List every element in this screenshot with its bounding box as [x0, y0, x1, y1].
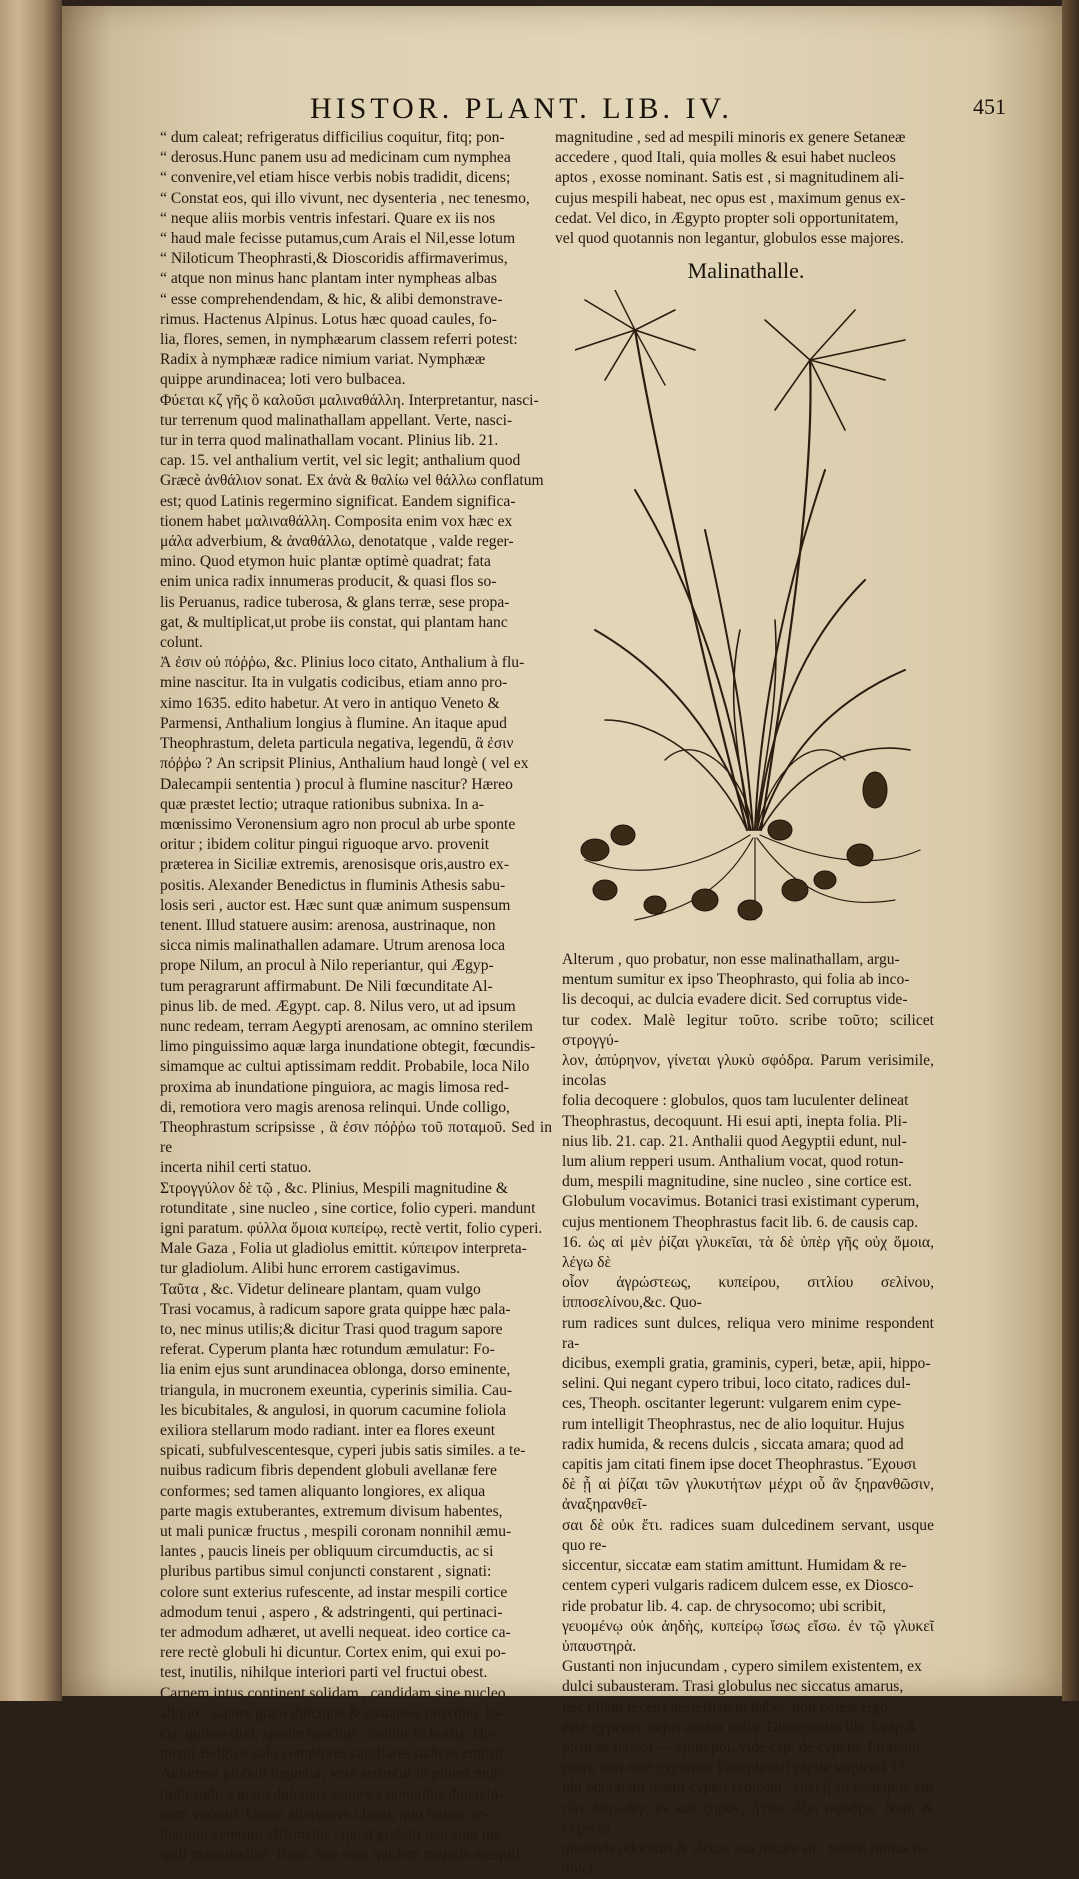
text-line: spili magnitudine. Resp. non esse quidem majoris mespili	[160, 1846, 520, 1864]
text-line: to, nec minus utilis;& dicitur Trasi quod tragum sapore	[160, 1320, 503, 1338]
text-line: mentum sumitur ex ipso Theophrasto, qui folia ab inco-	[562, 971, 910, 989]
figure-caption: Malinathalle.	[687, 258, 805, 283]
text-line: selini. Qui negant cypero tribui, loco citato, radices dul-	[562, 1375, 911, 1393]
text-line: λον, ἀπύρηνον, γίνεται γλυκὺ σφόδρα. Parum verisimile, incolas	[562, 1052, 934, 1090]
text-line: nius lib. 21. cap. 21. Anthalii quod Aegyptii edunt, nul-	[562, 1132, 907, 1150]
text-line: “ dum caleat; refrigeratus difficilius coquitur, fitq; pon-	[160, 129, 505, 146]
text-line: τῶν ὀσμώδης ἐν καὶ ξηρὸν, ἧττον ὄζει σφόδρα. Nam & cyperus	[562, 1799, 934, 1837]
text-line: les bicubitales, & angulosi, in quorum cacumine foliola	[160, 1401, 507, 1419]
text-line: lum alium repperi usum. Anthalium vocat, quod rotun-	[562, 1153, 904, 1171]
text-line: esse cyperus, cujus amara radix. Dioscorides lib. 1.cap.4.	[562, 1718, 919, 1736]
text-line: tenent. Illud statuere ausim: arenosa, austrinaque, non	[160, 916, 496, 934]
text-line: triangula, in mucronem exeuntia, cyperinis similia. Cau-	[160, 1381, 513, 1399]
text-line: num vocatur. Unum alterumve obstat, quo minus an-	[160, 1805, 489, 1823]
text-line: dicibus, exempli gratia, graminis, cyperi, betæ, apii, hippo-	[562, 1355, 931, 1373]
plant-woodcut-illustration	[575, 290, 925, 930]
right-column-bottom	[562, 950, 934, 1879]
text-line: thalium veterum affirmetur ; quod globuli non sunt me-	[160, 1826, 507, 1844]
text-line: nec ullam recens austeritatem habet. non potest ergo	[562, 1698, 889, 1716]
text-line: σαι δὲ οὐκ ἔτι. radices suam dulcedinem servant, usque quo re-	[562, 1516, 934, 1554]
text-line: præterea in Siciliæ extremis, arenosisque oris,austro ex-	[160, 856, 510, 874]
text-line: rum radices sunt dulces, reliqua vero minime respondent ra-	[562, 1314, 934, 1352]
text-line: Theophrastum, deleta particula negativa, legendū, ἃ ἐσιν	[160, 735, 514, 753]
text-line: magnitudine , sed ad mespili minoris ex genere Setaneæ	[555, 129, 906, 146]
text-line: quippe arundinacea; loti vero bulbacea.	[160, 371, 406, 389]
text-line: “ haud male fecisse putamus,cum Arais el Nil,esse lotum	[160, 230, 516, 248]
text-line: positis. Alexander Benedictus in fluminis Athesis sabu-	[160, 876, 506, 894]
text-line: porro non esse cyperum Theophrasti capite sequenti 17.	[562, 1759, 910, 1777]
text-line: colore sunt exterius rufescente, ad instar mespili cortice	[160, 1583, 508, 1601]
text-line: test, inutilis, nihilque interiori parti vel fructui obest.	[160, 1664, 488, 1682]
text-line: aliquo , sapore grato dulcique & castaneis proximo. lo-	[160, 1704, 503, 1722]
text-line: 16. ὡς αἱ μὲν ῥίζαι γλυκεῖαι, τὰ δὲ ὑπὲρ γῆς οὐχ ὅμοια, λέγω δὲ	[562, 1233, 934, 1272]
page-number: 451	[973, 94, 1006, 119]
text-line: radix humida, & recens dulcis , siccata amara; quod ad	[562, 1435, 904, 1453]
text-line: rotunditate , sine nucleo , sine cortice, folio cyperi. mandunt	[160, 1199, 536, 1217]
text-line: colunt.	[160, 634, 203, 652]
text-line: “ derosus.Hunc panem usu ad medicinam cum nymphea	[160, 149, 511, 167]
text-line: dum, mespili magnitudine, sine nucleo , sine cortice est.	[562, 1173, 912, 1191]
text-line: “ convenire,vel etiam hisce verbis nobis tradidit, dicens;	[160, 169, 511, 187]
text-line: quæ præstet lectio; utraque rationibus subnixa. In a-	[160, 795, 484, 813]
right-column-top	[555, 128, 927, 249]
text-line: “ Niloticum Theophrasti,& Dioscoridis affirmaverimus,	[160, 250, 508, 268]
text-line: “ neque aliis morbis ventris infestari. Quare ex iis nos	[160, 209, 496, 227]
text-line: cujus mentionem Theophrastus facit lib. 6. de causis cap.	[562, 1213, 919, 1231]
text-line: cap. 15. vel anthalium vertit, vel sic legit; anthalium quod	[160, 452, 521, 470]
text-line: lia, flores, semen, in nymphæarum classem referri potest:	[160, 331, 518, 349]
text-line: Theophrastus, decoquunt. Hi esui apti, inepta folia. Pli-	[562, 1112, 908, 1130]
text-line: quamvis odoratus & siccus sua natura sit , tamen minus re-	[562, 1839, 930, 1857]
text-line: tiplicandi. à grato dulcique sapore à nonnullis dulcichi-	[160, 1785, 504, 1803]
text-line: ut mali punicæ fructus , mespili coronam nonnihil æmu-	[160, 1523, 512, 1541]
text-line: prope Nilum, an procul à Nilo reperiantur, qui Ægyp-	[160, 957, 494, 975]
text-line: mino. Quod etymon huic plantæ optimè quadrat; fata	[160, 553, 491, 571]
previous-page-edge	[0, 0, 62, 1701]
text-line: enim unica radix innumeras producit, & quasi flos so-	[160, 573, 497, 591]
text-line: ubi odoratam inquit cyperi radicem , ἐπεὶ ᾗ τὸ κύπειρον καὶ	[562, 1779, 934, 1797]
book-edge	[1062, 0, 1079, 1701]
text-line: tum peragrarunt affirmabunt. De Nili fœcunditate Al-	[160, 977, 493, 995]
text-line: Στρογγύλον δὲ τῷ , &c. Plinius, Mespili magnitudine &	[160, 1179, 508, 1197]
text-line: ῥίζαι δὲ ὕπεισι — ἔμπικροι. vide cap. de cypero. Probatur	[562, 1738, 922, 1756]
text-line: πόῤῥω ? An scripsit Plinius, Anthalium haud longè ( vel ex	[160, 755, 529, 773]
text-line: Male Gaza , Folia ut gladiolus emittit. κύπειρον interpreta-	[160, 1240, 527, 1258]
text-line: spicati, subfulvescentesque, cyperi jubis satis similes. a te-	[160, 1442, 526, 1460]
text-line: cedat. Vel dico, in Ægypto propter soli opportunitatem,	[555, 209, 899, 227]
text-line: dulci subausteram. Trasi globulus nec siccatus amarus,	[562, 1678, 904, 1696]
text-line: ximo 1635. edito habetur. At vero in antiquo Veneto &	[160, 694, 500, 712]
text-line: Radix à nymphææ radice nimium variat. Nymphææ	[160, 351, 486, 369]
text-line: dolet	[562, 1860, 594, 1878]
text-line: simamque ac cultui aptissimam reddit. Probabile, loca Nilo	[160, 1058, 530, 1076]
text-line: γευομένῳ οὐκ ἀηδὴς, κυπείρῳ ἴσως εἴσω. ἐν τῷ γλυκεῖ ὑπαυστηρὰ.	[562, 1617, 934, 1655]
text-line: menti Belgico solo complures capillares radices emittit.	[160, 1745, 507, 1763]
text-line: lia enim ejus sunt arundinacea oblonga, dorso eminente,	[160, 1361, 511, 1379]
text-line: Trasi vocamus, à radicum sapore grata quippe hæc pala-	[160, 1300, 511, 1318]
text-line: referat. Cyperum planta hæc rotundum æmulatur: Fo-	[160, 1341, 495, 1359]
text-line: Carnem intus continent solidam , candidam sine nucleo	[160, 1684, 506, 1702]
text-line: incerta nihil certi statuo.	[160, 1159, 312, 1177]
running-header	[310, 92, 1010, 128]
text-line: tionem habet μαλιναθάλλη. Composita enim vox hæc ex	[160, 512, 513, 530]
left-column	[160, 128, 552, 1865]
text-line: sicca nimis malinathallen adamare. Utrum arenosa loca	[160, 937, 506, 955]
text-line: rimus. Hactenus Alpinus. Lotus hæc quoad caules, fo-	[160, 310, 497, 328]
text-line: Alterum , quo probatur, non esse malinathallam, argu-	[562, 951, 900, 968]
text-line: Theophrastum scripsisse , ἃ ἐσιν πόῤῥω τοῦ ποταμοῦ. Sed in re	[160, 1118, 552, 1157]
text-line: igni paratum. φύλλα ὅμοια κυπείρῳ, rectè vertit, folio cyperi.	[160, 1219, 543, 1237]
text-line: proxima ab inundatione pinguiora, ac magis limosa red-	[160, 1078, 510, 1096]
text-line: mœnissimo Veronensium agro non procul ab urbe sponte	[160, 815, 516, 833]
text-line: Græcè ἀνθάλιον sonat. Ex ἀνὰ & θαλίω vel θάλλω conflatum	[160, 472, 544, 490]
header-title: HISTOR. PLANT. LIB. IV.	[310, 92, 733, 125]
text-line: tur codex. Malè legitur τοῦτο. scribe τοῦτο; scilicet στρογγύ-	[562, 1011, 934, 1049]
text-line: Autumno globuli leguntur, vere seruntur in plures mul-	[160, 1765, 504, 1783]
text-line: “ Constat eos, qui illo vivunt, nec dysenteria , nec tenesmo,	[160, 189, 530, 207]
text-line: limo pinguissimo aquæ larga inundatione obtegit, fœcundis-	[160, 1038, 536, 1056]
text-line: cujus mespili habeat, nec opus est , maximum genus ex-	[555, 189, 906, 207]
text-line: μάλα adverbium, & ἀναθάλλω, denotatque , valde reger-	[160, 533, 514, 551]
text-line: siccentur, siccatæ eam statim amittunt. Humidam & re-	[562, 1557, 907, 1575]
text-line: lis decoqui, ac dulcia evadere dicit. Sed corruptus vide-	[562, 991, 908, 1009]
text-line: nuibus radicum fibris dependent globuli avellanæ fere	[160, 1462, 497, 1480]
text-line: oritur ; ibidem colitur pingui riguoque arvo. provenit	[160, 836, 490, 854]
text-line: Φύεται κζ γῆς ὃ καλοῦσι μαλιναθάλλη. Interpretantur, nasci-	[160, 391, 539, 409]
text-line: vel quod quotannis non legantur, globulos esse majores.	[555, 230, 904, 248]
text-line: admodum tenui , aspero , & adstringenti, qui pertinaci-	[160, 1603, 503, 1621]
text-line: tur gladiolum. Alibi hunc errorem castigavimus.	[160, 1260, 461, 1278]
text-line: capitis jam citati finem ipse docet Theophrastus. Ἔχουσι	[562, 1456, 917, 1474]
text-line: exiliora stellarum modo radiant. inter ea flores exeunt	[160, 1422, 496, 1439]
text-line: nunc redeam, terram Aegypti arenosam, ac omnino sterilem	[160, 1017, 533, 1035]
text-line: parte magis extuberantes, extremum divisum habentes,	[160, 1502, 503, 1520]
text-line: rum intelligit Theophrastus, nec de alio loquitur. Hujus	[562, 1415, 905, 1433]
text-line: ter admodum adhæret, ut avelli nequeat. ideo cortice ca-	[160, 1624, 511, 1642]
text-line: tur terrenum quod malinathallam appellant. Verte, nasci-	[160, 411, 513, 429]
text-line: Gustanti non injucundam , cypero similem existentem, ex	[562, 1658, 922, 1676]
text-line: est; quod Latinis regermino significat. Eandem significa-	[160, 492, 516, 510]
text-line: lantes , paucis lineis per obliquum circumductis, ac si	[160, 1543, 494, 1561]
text-line: pluribus partibus simul conjuncti constarent , signati:	[160, 1563, 492, 1581]
text-line: rere rectè globuli hi dicuntur. Cortex enim, qui exui po-	[160, 1644, 507, 1662]
text-line: Parmensi, Anthalium longius à flumine. An itaque apud	[160, 714, 507, 732]
text-line: tur in terra quod malinathallam vocant. Plinius lib. 21.	[160, 432, 499, 450]
text-line: δὲ ᾗ αἱ ῥίζαι τῶν γλυκυτήτων μέχρι οὗ ἂν ξηρανθῶσιν, ἀναξηρανθεῖ-	[562, 1476, 934, 1514]
text-line: mine nascitur. Ita in vulgatis codicibus, etiam anno pro-	[160, 674, 508, 692]
text-line: ride probatur lib. 4. cap. de chrysocomo; ubi scribit,	[562, 1597, 886, 1615]
text-line: losis seri , auctor est. Hæc sunt quæ animum suspensum	[160, 896, 511, 914]
text-line: folia decoquere : globulos, quos tam luculenter delineat	[562, 1092, 909, 1110]
text-line: pinus lib. de med. Ægypt. cap. 8. Nilus vero, ut ad ipsum	[160, 997, 516, 1015]
text-line: cis, quibus dixi, sponte nascitur ; colitur in hortis. Hu-	[160, 1725, 497, 1743]
text-line: Globulum vocavimus. Botanici trasi existimant cyperum,	[562, 1193, 920, 1211]
text-line: Ἀ ἐσιν οὐ πόῤῥω, &c. Plinius loco citato, Anthalium à flu-	[160, 654, 525, 672]
text-line: Ταῦτα , &c. Videtur delineare plantam, quam vulgo	[160, 1280, 481, 1298]
text-line: “ esse comprehendendam, & hic, & alibi demonstrave-	[160, 290, 503, 308]
text-line: aptos , exosse nominant. Satis est , si magnitudinem ali-	[555, 169, 905, 187]
text-line: “ atque non minus hanc plantam inter nympheas albas	[160, 270, 497, 288]
text-line: accedere , quod Itali, quia molles & esui habet nucleos	[555, 149, 896, 167]
text-line: lis Peruanus, radice tuberosa, & glans terræ, sese propa-	[160, 593, 510, 611]
plant-illustration-svg	[575, 290, 925, 930]
text-line: conformes; sed tamen aliquanto longiores, ex aliqua	[160, 1482, 486, 1500]
text-line: gat, & multiplicat,ut probe iis constat, qui plantam hanc	[160, 613, 508, 631]
text-line: ces, Theoph. oscitanter legerunt: vulgarem enim cype-	[562, 1395, 902, 1413]
text-line: centem cyperi vulgaris radicem dulcem esse, ex Diosco-	[562, 1577, 914, 1595]
text-line: di, remotiora vero magis arenosa relinqui. Unde colligo,	[160, 1098, 510, 1116]
text-line: Dalecampii sententia ) procul à flumine nascitur? Hæreo	[160, 775, 513, 793]
text-line: οἷον ἀγρώστεως, κυπείρου, σιτλίου σελίνου, ἱπποσελίνου,&c. Quo-	[562, 1274, 934, 1312]
